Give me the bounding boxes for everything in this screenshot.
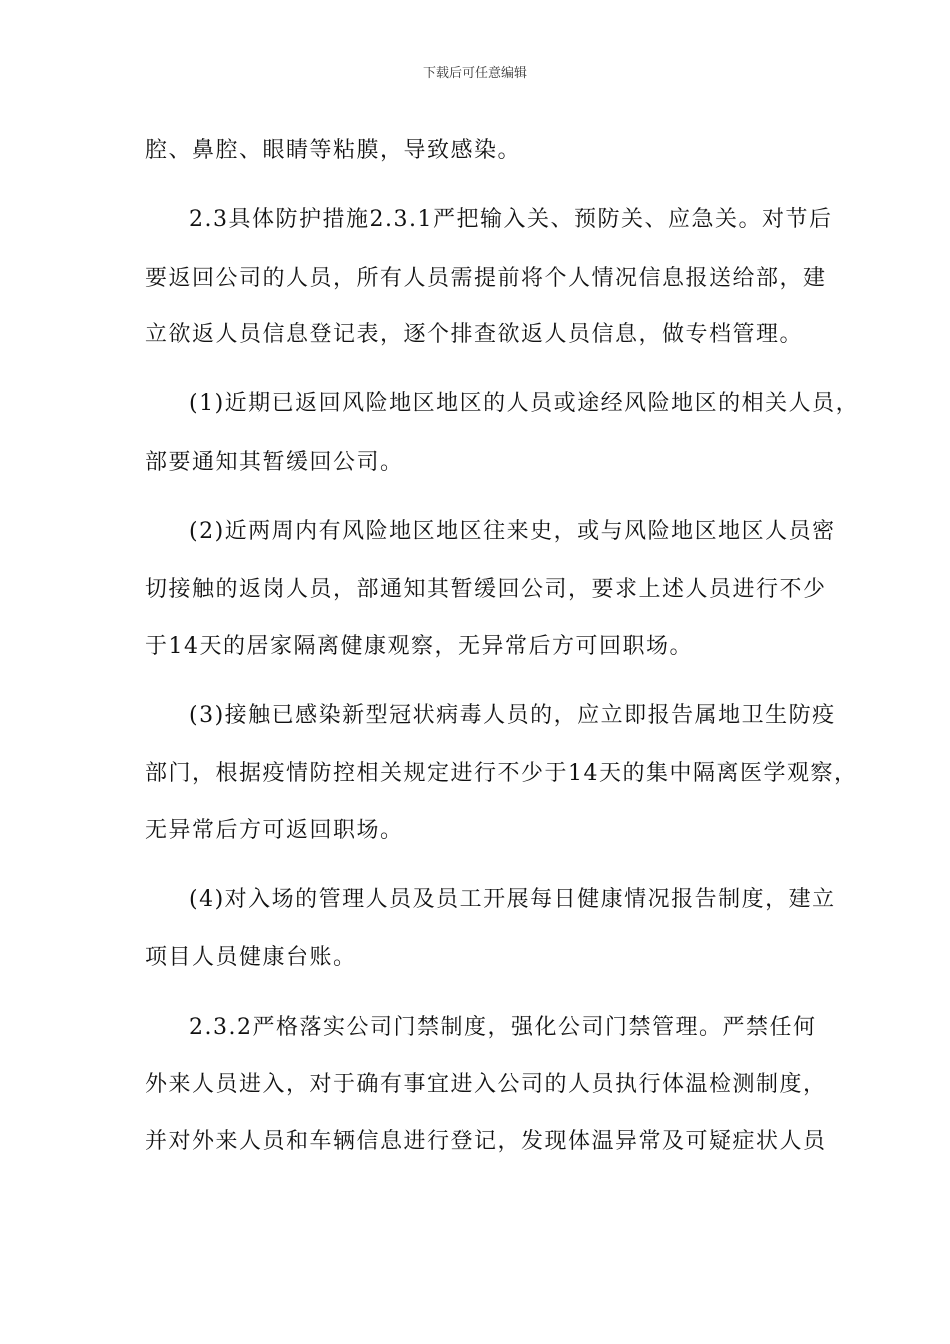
body-line: 2.3具体防护措施2.3.1严把输入关、预防关、应急关。对节后 xyxy=(189,207,833,232)
body-line: 外来人员进入，对于确有事宜进入公司的人员执行体温检测制度， xyxy=(145,1072,827,1097)
body-line: 立欲返人员信息登记表，逐个排查欲返人员信息，做专档管理。 xyxy=(145,322,804,347)
body-line: (4)对入场的管理人员及员工开展每日健康情况报告制度，建立 xyxy=(189,887,836,912)
body-line: 腔、鼻腔、眼睛等粘膜，导致感染。 xyxy=(145,138,522,163)
page-header: 下载后可任意编辑 xyxy=(422,66,527,81)
body-line: 部门，根据疫情防控相关规定进行不少于14天的集中隔离医学观察， xyxy=(145,761,858,786)
body-line: 并对外来人员和车辆信息进行登记，发现体温异常及可疑症状人员 xyxy=(145,1129,827,1154)
body-line: 无异常后方可返回职场。 xyxy=(145,818,404,843)
body-line: (1)近期已返回风险地区地区的人员或途经风险地区的相关人员， xyxy=(189,391,860,416)
body-line: 部要通知其暂缓回公司。 xyxy=(145,450,404,475)
body-line: (3)接触已感染新型冠状病毒人员的，应立即报告属地卫生防疫 xyxy=(189,703,836,728)
body-line: (2)近两周内有风险地区地区往来史，或与风险地区地区人员密 xyxy=(189,519,836,544)
body-line: 项目人员健康台账。 xyxy=(145,945,357,970)
body-line: 2.3.2严格落实公司门禁制度，强化公司门禁管理。严禁任何 xyxy=(189,1015,817,1040)
body-line: 切接触的返岗人员，部通知其暂缓回公司，要求上述人员进行不少 xyxy=(145,577,827,602)
body-line: 要返回公司的人员，所有人员需提前将个人情况信息报送给部，建 xyxy=(145,266,827,291)
body-line: 于14天的居家隔离健康观察，无异常后方可回职场。 xyxy=(145,634,693,659)
